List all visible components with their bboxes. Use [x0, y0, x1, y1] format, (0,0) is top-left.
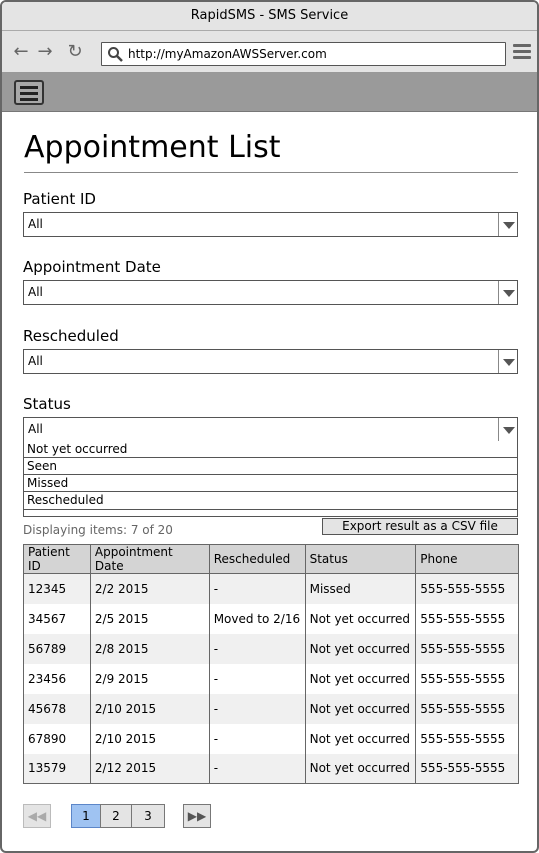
- table-row[interactable]: [24, 634, 519, 664]
- reload-icon[interactable]: ↻: [67, 41, 83, 62]
- table-cell: 45678: [24, 694, 91, 724]
- column-header[interactable]: Patient ID: [24, 545, 91, 574]
- table-cell: Not yet occurred: [305, 604, 416, 634]
- status-options-list: [23, 441, 518, 517]
- table-cell: Not yet occurred: [305, 724, 416, 754]
- status-select[interactable]: [23, 417, 518, 442]
- table-cell: 555-555-5555: [416, 694, 519, 724]
- page-button-2[interactable]: 2: [100, 804, 132, 828]
- status-value: All: [28, 422, 43, 436]
- dropdown-arrow-icon[interactable]: [498, 281, 517, 304]
- table-cell: 34567: [24, 604, 91, 634]
- page-button-3[interactable]: 3: [131, 804, 165, 828]
- appointment-date-select[interactable]: [23, 280, 518, 305]
- table-row[interactable]: [24, 604, 519, 634]
- browser-toolbar: [2, 31, 537, 73]
- table-header-row: [24, 545, 519, 574]
- back-arrow-icon[interactable]: ←: [13, 41, 29, 62]
- status-label: Status: [23, 395, 71, 413]
- appointments-table: [23, 544, 519, 784]
- appointment-date-value: All: [28, 285, 43, 299]
- last-page-button[interactable]: ▶▶: [183, 804, 211, 828]
- page-title: Appointment List: [24, 130, 281, 165]
- rescheduled-select[interactable]: [23, 349, 518, 374]
- table-cell: 2/9 2015: [90, 664, 209, 694]
- patient-id-select[interactable]: [23, 212, 518, 237]
- dropdown-arrow-icon[interactable]: [498, 418, 517, 441]
- address-bar[interactable]: [101, 42, 506, 66]
- table-cell: Not yet occurred: [305, 634, 416, 664]
- dropdown-arrow-icon[interactable]: [498, 213, 517, 236]
- search-icon: [107, 46, 123, 62]
- app-bar: [2, 73, 537, 112]
- column-header[interactable]: Rescheduled: [209, 545, 305, 574]
- table-cell: -: [209, 754, 305, 784]
- table-row[interactable]: [24, 694, 519, 724]
- window-title: RapidSMS - SMS Service: [2, 2, 537, 31]
- dropdown-arrow-icon[interactable]: [498, 350, 517, 373]
- table-cell: 2/2 2015: [90, 574, 209, 604]
- status-option[interactable]: Not yet occurred: [24, 441, 517, 458]
- menu-icon[interactable]: [513, 44, 531, 60]
- table-cell: 23456: [24, 664, 91, 694]
- table-row[interactable]: [24, 574, 519, 604]
- hamburger-icon[interactable]: [14, 80, 44, 105]
- table-cell: 555-555-5555: [416, 754, 519, 784]
- table-cell: 2/12 2015: [90, 754, 209, 784]
- status-option[interactable]: Seen: [24, 458, 517, 475]
- table-row[interactable]: [24, 724, 519, 754]
- table-cell: 13579: [24, 754, 91, 784]
- table-cell: -: [209, 574, 305, 604]
- forward-arrow-icon[interactable]: →: [37, 41, 53, 62]
- table-cell: Not yet occurred: [305, 664, 416, 694]
- table-cell: 555-555-5555: [416, 634, 519, 664]
- table-cell: -: [209, 694, 305, 724]
- table-cell: Moved to 2/16: [209, 604, 305, 634]
- table-cell: 2/10 2015: [90, 694, 209, 724]
- column-header[interactable]: Appointment Date: [90, 545, 209, 574]
- table-cell: Missed: [305, 574, 416, 604]
- table-row[interactable]: [24, 754, 519, 784]
- column-header[interactable]: Phone: [416, 545, 519, 574]
- export-csv-button[interactable]: Export result as a CSV file: [322, 518, 518, 535]
- table-cell: -: [209, 664, 305, 694]
- table-row[interactable]: [24, 664, 519, 694]
- table-cell: Not yet occurred: [305, 754, 416, 784]
- table-cell: 2/10 2015: [90, 724, 209, 754]
- first-page-button[interactable]: ◀◀: [23, 804, 51, 828]
- title-divider: [24, 172, 518, 173]
- rescheduled-value: All: [28, 354, 43, 368]
- page-button-1[interactable]: 1: [71, 804, 101, 828]
- table-cell: 56789: [24, 634, 91, 664]
- patient-id-label: Patient ID: [23, 190, 96, 208]
- column-header[interactable]: Status: [305, 545, 416, 574]
- table-cell: 12345: [24, 574, 91, 604]
- table-cell: 555-555-5555: [416, 604, 519, 634]
- table-cell: 2/8 2015: [90, 634, 209, 664]
- table-cell: 2/5 2015: [90, 604, 209, 634]
- patient-id-value: All: [28, 217, 43, 231]
- url-text: http://myAmazonAWSServer.com: [128, 47, 327, 61]
- status-option[interactable]: Missed: [24, 475, 517, 492]
- result-count: Displaying items: 7 of 20: [23, 523, 173, 537]
- rescheduled-label: Rescheduled: [23, 327, 119, 345]
- table-cell: 555-555-5555: [416, 574, 519, 604]
- table-cell: 555-555-5555: [416, 664, 519, 694]
- table-cell: 555-555-5555: [416, 724, 519, 754]
- table-cell: -: [209, 634, 305, 664]
- appointment-date-label: Appointment Date: [23, 258, 161, 276]
- table-cell: -: [209, 724, 305, 754]
- table-cell: 67890: [24, 724, 91, 754]
- table-cell: Not yet occurred: [305, 694, 416, 724]
- status-option[interactable]: Rescheduled: [24, 492, 517, 510]
